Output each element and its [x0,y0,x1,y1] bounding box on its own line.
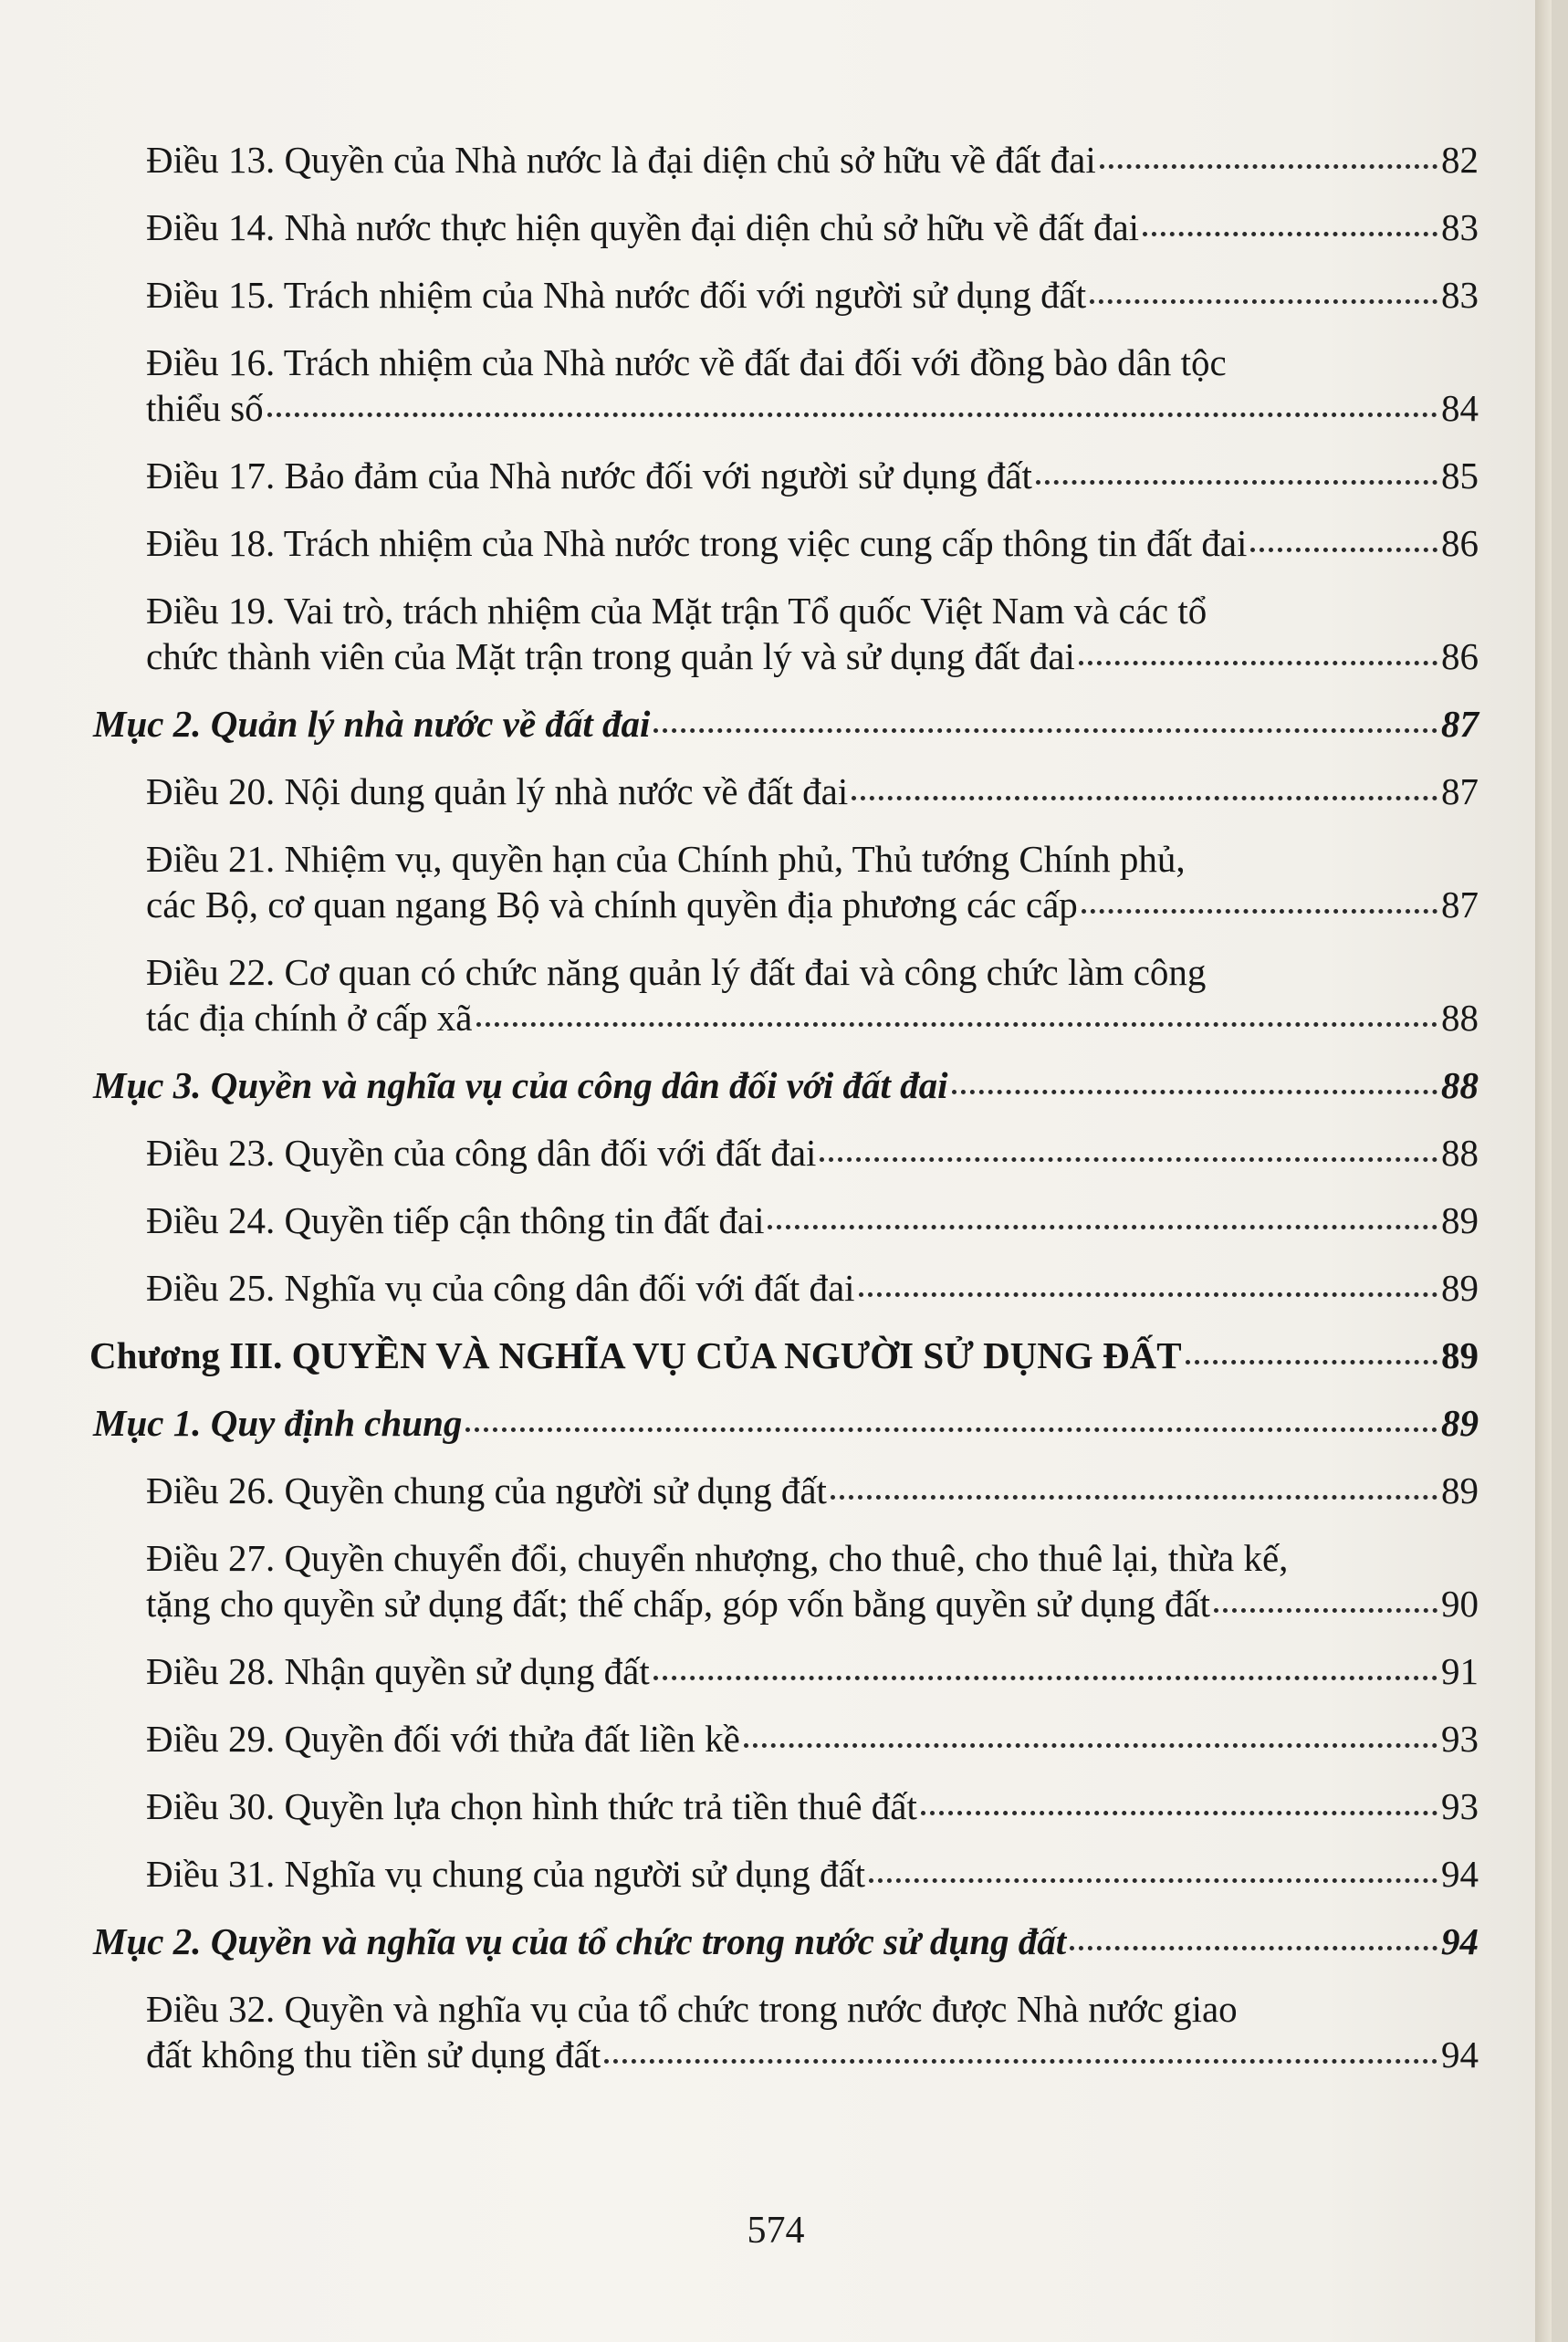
toc-entry-line [146,633,1479,679]
toc-entry-title: Điều 14. Nhà nước thực hiện quyền đại diện chủ sở hữu về đất đai [146,206,1140,248]
toc-entry-title: thiểu số [146,387,264,429]
toc-entry-title: Mục 3. Quyền và nghĩa vụ của công dân đối với đất đai [93,1064,948,1106]
dot-leader [604,2059,1437,2064]
toc-entry-dieu [82,1986,1479,2077]
toc-entry-line [146,204,1479,250]
toc-page-number: 94 [1441,2034,1479,2075]
toc-entry-title: Điều 25. Nghĩa vụ của công dân đối với đất đai [146,1267,855,1309]
toc-entry-muc [82,701,1479,747]
table-of-contents [82,137,1479,2099]
toc-entry-title: Điều 16. Trách nhiệm của Nhà nước về đất đai đối với đồng bào dân tộc [146,341,1227,383]
toc-entry-line [82,1333,1479,1378]
toc-page-number: 83 [1441,274,1479,316]
dot-leader [1070,1946,1437,1950]
toc-entry-dieu [82,1130,1479,1176]
toc-entry-line [146,520,1479,566]
toc-entry-line [146,453,1479,498]
dot-leader [267,413,1437,417]
toc-entry-line [146,137,1479,183]
toc-entry-title: tặng cho quyền sử dụng đất; thế chấp, góp vốn bằng quyền sử dụng đất [146,1583,1211,1625]
toc-entry-line [146,1130,1479,1176]
toc-entry-title: Điều 18. Trách nhiệm của Nhà nước trong việc cung cấp thông tin đất đai [146,522,1248,564]
toc-entry-dieu [82,1197,1479,1243]
toc-entry-title: Điều 19. Vai trò, trách nhiệm của Mặt trận Tổ quốc Việt Nam và các tổ [146,590,1207,632]
toc-entry-title: tác địa chính ở cấp xã [146,997,473,1039]
toc-entry-title: Điều 26. Quyền chung của người sử dụng đất [146,1469,827,1511]
toc-page-number: 82 [1441,139,1479,181]
dot-leader [1036,480,1437,485]
toc-entry-dieu [82,768,1479,814]
toc-page-number: 94 [1441,1853,1479,1895]
toc-entry-muc [82,1919,1479,1964]
toc-entry-dieu [82,204,1479,250]
toc-entry-title: Mục 2. Quyền và nghĩa vụ của tổ chức trong nước sử dụng đất [93,1920,1067,1962]
toc-entry-title: Điều 21. Nhiệm vụ, quyền hạn của Chính phủ, Thủ tướng Chính phủ, [146,838,1186,880]
dot-leader [859,1292,1437,1297]
dot-leader [653,1676,1437,1680]
toc-entry-dieu [82,453,1479,498]
toc-entry-line [146,1648,1479,1694]
toc-page-number: 86 [1441,522,1479,564]
toc-page-number: 93 [1441,1718,1479,1760]
dot-leader [869,1878,1437,1883]
dot-leader [1090,299,1437,304]
toc-entry-dieu [82,1265,1479,1311]
toc-entry-title: Điều 32. Quyền và nghĩa vụ của tổ chức trong nước được Nhà nước giao [146,1988,1238,2030]
dot-leader [1100,164,1437,169]
toc-entry-line [146,272,1479,318]
dot-leader [1082,909,1437,914]
toc-entry-line [146,1851,1479,1897]
dot-leader [921,1811,1437,1815]
toc-entry-title: đất không thu tiền sử dụng đất [146,2034,601,2075]
toc-page-number: 87 [1441,883,1479,925]
toc-entry-dieu [82,340,1479,431]
toc-entry-title: Mục 1. Quy định chung [93,1402,463,1444]
toc-entry-title: Điều 22. Cơ quan có chức năng quản lý đất đai và công chức làm công [146,951,1207,993]
dot-leader [1143,232,1437,236]
toc-entry-dieu [82,1648,1479,1694]
toc-entry-line [146,1716,1479,1762]
toc-entry-title: Điều 13. Quyền của Nhà nước là đại diện chủ sở hữu về đất đai [146,139,1096,181]
toc-entry-title: Điều 31. Nghĩa vụ chung của người sử dụng đất [146,1853,866,1895]
toc-entry-dieu [82,1783,1479,1829]
toc-page-number: 88 [1441,1132,1479,1174]
toc-entry-line [146,1197,1479,1243]
toc-page-number: 90 [1441,1583,1479,1625]
toc-entry-line [82,1062,1479,1108]
toc-entry-chuong [82,1333,1479,1378]
toc-entry-title: Chương III. QUYỀN VÀ NGHĨA VỤ CỦA NGƯỜI SỬ DỤNG ĐẤT [89,1334,1182,1376]
toc-page-number: 91 [1441,1650,1479,1692]
toc-entry-line [146,882,1479,927]
toc-entry-title: Điều 24. Quyền tiếp cận thông tin đất đai [146,1199,765,1241]
toc-entry-title: Điều 28. Nhận quyền sử dụng đất [146,1650,650,1692]
dot-leader [1250,548,1437,552]
toc-entry-title: Điều 27. Quyền chuyển đổi, chuyển nhượng, cho thuê, cho thuê lại, thừa kế, [146,1537,1289,1579]
toc-entry-title: Điều 23. Quyền của công dân đối với đất đai [146,1132,817,1174]
toc-entry-title: Điều 30. Quyền lựa chọn hình thức trả tiền thuê đất [146,1785,917,1827]
toc-entry-title: Điều 17. Bảo đảm của Nhà nước đối với người sử dụng đất [146,455,1032,497]
toc-page-number: 85 [1441,455,1479,497]
toc-entry-dieu [82,137,1479,183]
toc-entry-dieu [82,272,1479,318]
toc-entry-title: Điều 15. Trách nhiệm của Nhà nước đối với người sử dụng đất [146,274,1087,316]
toc-entry-line [82,1919,1479,1964]
toc-entry-dieu [82,1851,1479,1897]
toc-entry-line [146,1783,1479,1829]
toc-entry-muc [82,1062,1479,1108]
toc-page-number: 87 [1441,770,1479,812]
dot-leader [653,728,1437,733]
dot-leader [476,1022,1438,1027]
toc-entry-dieu [82,1716,1479,1762]
toc-entry-muc [82,1400,1479,1446]
toc-page-number: 87 [1441,703,1479,745]
toc-entry-line [146,1986,1479,2032]
toc-page-number: 89 [1441,1267,1479,1309]
toc-entry-line [146,768,1479,814]
page-number: 574 [747,2210,805,2252]
dot-leader [852,796,1437,800]
toc-entry-line [146,340,1479,385]
toc-entry-line [146,1581,1479,1626]
toc-entry-line [146,836,1479,882]
dot-leader [744,1743,1437,1748]
toc-entry-line [146,1265,1479,1311]
toc-entry-line [146,2032,1479,2077]
dot-leader [768,1225,1437,1229]
toc-entry-title: Điều 20. Nội dung quản lý nhà nước về đất đai [146,770,849,812]
toc-page-number: 89 [1441,1402,1479,1444]
toc-entry-line [146,385,1479,431]
toc-entry-line [146,995,1479,1040]
toc-entry-line [146,1535,1479,1581]
toc-entry-dieu [82,588,1479,679]
dot-leader [1186,1360,1437,1364]
toc-entry-title: chức thành viên của Mặt trận trong quản lý và sử dụng đất đai [146,635,1075,677]
toc-page-number: 84 [1441,387,1479,429]
dot-leader [952,1090,1437,1094]
dot-leader [820,1157,1437,1162]
dot-leader [1214,1608,1437,1613]
toc-page-number: 83 [1441,206,1479,248]
toc-entry-dieu [82,836,1479,927]
toc-page-number: 88 [1441,1064,1479,1106]
dot-leader [831,1495,1437,1500]
toc-entry-line [146,949,1479,995]
toc-page-number: 88 [1441,997,1479,1039]
toc-entry-line [146,588,1479,633]
toc-entry-dieu [82,1535,1479,1626]
toc-page-number: 89 [1441,1334,1479,1376]
toc-entry-line [82,701,1479,747]
toc-page-number: 94 [1441,1920,1479,1962]
toc-page-number: 89 [1441,1469,1479,1511]
toc-entry-dieu [82,1468,1479,1513]
toc-entry-title: các Bộ, cơ quan ngang Bộ và chính quyền địa phương các cấp [146,883,1078,925]
toc-entry-dieu [82,949,1479,1040]
toc-page-number: 86 [1441,635,1479,677]
toc-page-number: 93 [1441,1785,1479,1827]
toc-entry-line [82,1400,1479,1446]
page-edge [1535,0,1552,2342]
toc-entry-line [146,1468,1479,1513]
toc-entry-title: Mục 2. Quản lý nhà nước về đất đai [93,703,651,745]
toc-entry-dieu [82,520,1479,566]
dot-leader [465,1427,1437,1432]
dot-leader [1079,661,1437,665]
toc-page-number: 89 [1441,1199,1479,1241]
toc-entry-title: Điều 29. Quyền đối với thửa đất liền kề [146,1718,740,1760]
